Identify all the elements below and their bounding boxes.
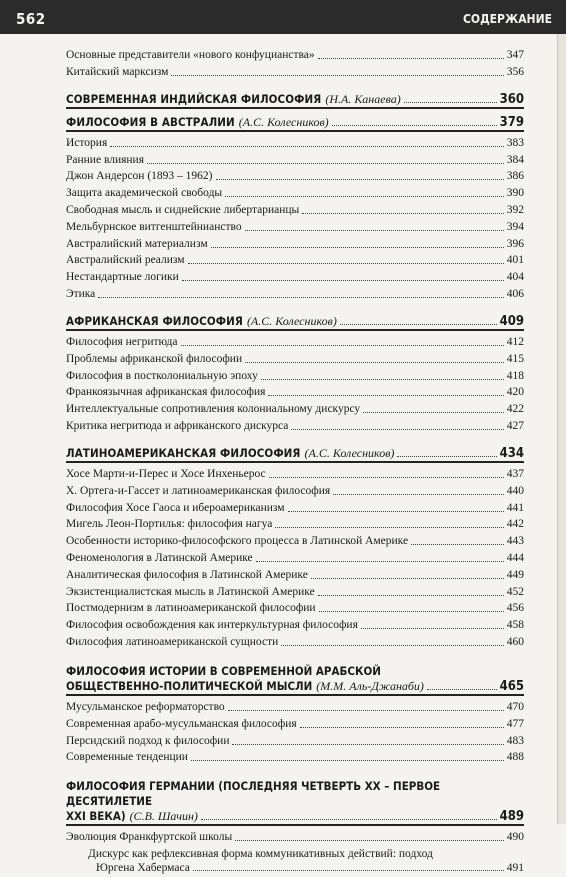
toc-entry[interactable] [66, 369, 524, 384]
toc-entry[interactable] [66, 220, 524, 235]
toc-entry[interactable]: Основные представители «нового конфуцианства» 347 [66, 49, 524, 61]
leader-dots [311, 578, 504, 579]
leader-dots [261, 379, 504, 380]
toc-entry[interactable] [66, 203, 524, 218]
entry-title: Франкоязычная африканская философия [66, 386, 266, 399]
entry-page: 490 [506, 831, 524, 844]
toc-entry[interactable] [66, 601, 524, 616]
entry-title: Х. Ортега-и-Гассет и латиноамериканская философия [66, 484, 331, 497]
entry-title: Свободная мысль и сиднейские либертарианцы [66, 203, 300, 216]
leader-dots [216, 179, 504, 180]
page-number: 562 [16, 10, 46, 28]
entry-page: 440 [506, 484, 524, 497]
entry-page: 386 [506, 170, 524, 183]
leader-dots [411, 544, 504, 545]
leader-dots [225, 196, 504, 197]
leader-dots [333, 494, 504, 495]
entry-page: 442 [506, 518, 524, 531]
leader-dots [188, 263, 504, 264]
entry-page: 406 [506, 287, 524, 300]
entry-title: Философия Хосе Гаоса и ибероамериканизм [66, 501, 285, 514]
section-entries [66, 700, 524, 765]
leader-dots [319, 611, 504, 612]
entry-title: Философия в постколониальную эпоху [66, 369, 258, 382]
section-heading[interactable]: ЛАТИНОАМЕРИКАНСКАЯ ФИЛОСОФИЯ (А.С. Колесников) 434 [66, 445, 524, 461]
entry-page: 390 [506, 187, 524, 200]
entry-title: Этика [66, 287, 96, 300]
toc-entry[interactable] [66, 352, 524, 367]
toc-entry[interactable] [66, 501, 524, 516]
toc-entry[interactable] [66, 700, 524, 715]
entry-title: Защита академической свободы [66, 187, 223, 200]
toc-entry[interactable] [66, 385, 524, 400]
entry-page: 383 [506, 136, 524, 149]
toc-entry[interactable] [66, 253, 524, 268]
toc-entry[interactable] [66, 635, 524, 650]
entry-title: Мельбурнское витгенштейнианство [66, 220, 242, 233]
section-entries [66, 136, 524, 302]
entry-page: 404 [506, 271, 524, 284]
entry-page: 437 [506, 467, 524, 480]
entry-title: Особенности историко-философского процесса в Латинской Америке [66, 535, 409, 548]
entry-title: Философия латиноамериканской сущности [66, 635, 279, 648]
entry-page: 418 [506, 369, 524, 382]
entry-page: 420 [506, 386, 524, 399]
leader-dots [245, 362, 504, 363]
toc-entry[interactable] [66, 335, 524, 350]
entry-title: Критика негритюда и африканского дискурса [66, 419, 289, 432]
toc-entry[interactable] [66, 830, 524, 845]
leader-dots [291, 429, 503, 430]
entry-title: Интеллектуальные сопротивления колониальному дискурсу [66, 403, 361, 416]
section-heading[interactable]: ФИЛОСОФИЯ ИСТОРИИ В СОВРЕМЕННОЙ АРАБСКОЙ ОБЩЕСТВЕННО-ПОЛИТИЧЕСКОЙ МЫСЛИ (М.М. Аль-Джанаби) 465 [66, 663, 524, 694]
toc-entry[interactable] [66, 419, 524, 434]
leader-dots [256, 561, 504, 562]
entry-title: Постмодернизм в латиноамериканской философии [66, 602, 316, 615]
page-header [0, 0, 566, 34]
leader-dots [147, 163, 504, 164]
entry-title: Нестандартные логики [66, 271, 179, 284]
toc-entry[interactable] [66, 551, 524, 566]
leader-dots [110, 146, 504, 147]
entry-page: 443 [506, 535, 524, 548]
toc-entry[interactable] [66, 568, 524, 583]
entry-page: 452 [506, 585, 524, 598]
leader-dots [318, 595, 504, 596]
toc-entry[interactable] [66, 484, 524, 499]
entry-title: Мигель Леон-Портилья: философия нагуа [66, 518, 273, 531]
entry-title: История [66, 136, 108, 149]
toc-entry[interactable] [66, 153, 524, 168]
running-title: СОДЕРЖАНИЕ [462, 12, 552, 26]
entry-page: 415 [506, 352, 524, 365]
entry-page: 444 [506, 551, 524, 564]
entry-page: 483 [506, 734, 524, 747]
leader-dots [269, 477, 504, 478]
entry-page: 396 [506, 237, 524, 250]
toc-entry[interactable] [66, 750, 524, 765]
entry-page: 488 [506, 751, 524, 764]
entry-title: Эволюция Франкфуртской школы [66, 831, 233, 844]
entry-page: 477 [506, 717, 524, 730]
leader-dots [228, 710, 504, 711]
section-entries [66, 830, 524, 845]
page-edge [557, 34, 566, 824]
toc-entry[interactable] [66, 467, 524, 482]
leader-dots [232, 744, 503, 745]
toc-entry[interactable] [66, 618, 524, 633]
entry-title: Ранние влияния [66, 153, 145, 166]
toc-entry[interactable] [66, 169, 524, 184]
entry-page: 384 [506, 153, 524, 166]
section-heading[interactable]: ФИЛОСОФИЯ В АВСТРАЛИИ (А.С. Колесников) 379 [66, 114, 524, 130]
toc-entry[interactable] [66, 585, 524, 600]
leader-dots [235, 840, 504, 841]
section-heading[interactable]: АФРИКАНСКАЯ ФИЛОСОФИЯ (А.С. Колесников) 409 [66, 313, 524, 329]
entry-title: Современная арабо-мусульманская философия [66, 717, 297, 730]
leader-dots [182, 280, 504, 281]
entry-title: Проблемы африканской философии [66, 352, 243, 365]
entry-page: 392 [506, 203, 524, 216]
section-heading[interactable]: СОВРЕМЕННАЯ ИНДИЙСКАЯ ФИЛОСОФИЯ (Н.А. Канаева) 360 [66, 91, 524, 107]
entry-page: 449 [506, 568, 524, 581]
toc-subentry[interactable]: Дискурс как рефлексивная форма коммуникативных действий: подход Юргена Хабермаса 491 [88, 848, 524, 875]
leader-dots [268, 395, 503, 396]
entry-page: 412 [506, 335, 524, 348]
leader-dots [245, 230, 504, 231]
leader-dots [275, 527, 503, 528]
leader-dots [191, 760, 504, 761]
toc-entry[interactable] [66, 717, 524, 732]
entry-title: Мусульманское реформаторство [66, 700, 225, 713]
entry-page: 456 [506, 602, 524, 615]
entry-title: Аналитическая философия в Латинской Америке [66, 568, 308, 581]
leader-dots [211, 247, 504, 248]
entry-title: Философия освобождения как интеркультурная философия [66, 619, 358, 632]
entry-title: Современные тенденции [66, 751, 188, 764]
leader-dots [98, 297, 503, 298]
toc-entry[interactable] [66, 136, 524, 151]
entry-page: 422 [506, 403, 524, 416]
entry-page: 427 [506, 419, 524, 432]
leader-dots [361, 628, 504, 629]
entry-title: Персидский подход к философии [66, 734, 230, 747]
entry-title: Джон Андерсон (1893 – 1962) [66, 170, 213, 183]
toc-entry[interactable] [66, 270, 524, 285]
entry-title: Философия негритюда [66, 335, 178, 348]
entry-title: Австралийский реализм [66, 254, 185, 267]
toc-entry[interactable] [66, 186, 524, 201]
leader-dots [288, 511, 504, 512]
leader-dots [281, 645, 503, 646]
entry-page: 458 [506, 619, 524, 632]
leader-dots [302, 213, 503, 214]
entry-page: 441 [506, 501, 524, 514]
entry-page: 394 [506, 220, 524, 233]
entry-page: 401 [506, 254, 524, 267]
toc-entry[interactable] [66, 287, 524, 302]
toc-entry[interactable] [66, 534, 524, 549]
toc-entry[interactable] [66, 734, 524, 749]
leader-dots [181, 345, 504, 346]
leader-dots [300, 727, 504, 728]
toc-entry[interactable]: Китайский марксизм 356 [66, 65, 524, 78]
section-entries [66, 335, 524, 434]
table-of-contents [66, 48, 524, 877]
toc-entry[interactable] [66, 517, 524, 532]
entry-title: Экзистенциалистская мысль в Латинской Америке [66, 585, 315, 598]
entry-page: 470 [506, 700, 524, 713]
entry-title: Феноменология в Латинской Америке [66, 551, 253, 564]
section-heading[interactable]: ФИЛОСОФИЯ ГЕРМАНИИ (ПОСЛЕДНЯЯ ЧЕТВЕРТЬ XX – ПЕРВОЕ ДЕСЯТИЛЕТИЕ XXI ВЕКА) (С.В. Шачин) 489 [66, 779, 524, 825]
toc-entry[interactable] [66, 402, 524, 417]
entry-page: 460 [506, 635, 524, 648]
toc-entry[interactable] [66, 237, 524, 252]
entry-title: Хосе Марти-и-Перес и Хосе Инхеньерос [66, 467, 266, 480]
leader-dots [363, 412, 504, 413]
section-entries [66, 467, 524, 650]
entry-title: Австралийский материализм [66, 237, 208, 250]
